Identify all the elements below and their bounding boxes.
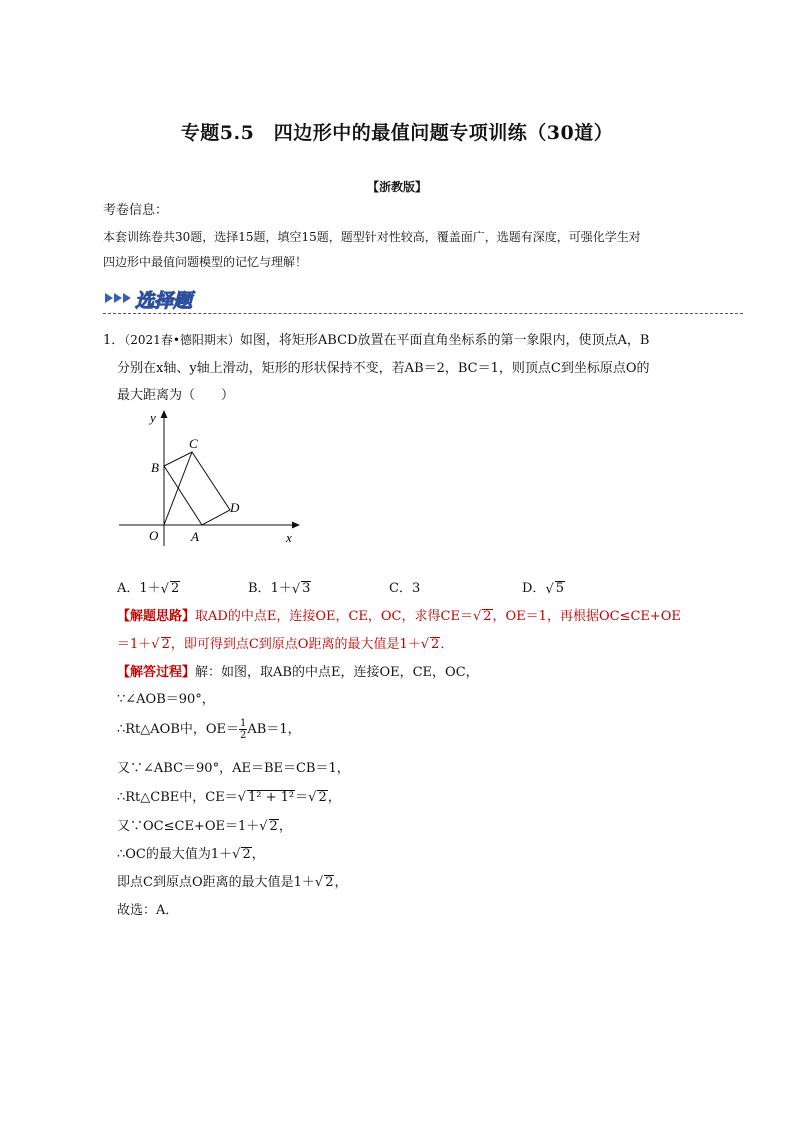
solution-line-9: 故选：A．	[117, 903, 179, 918]
hint-text-1a: 取AD的中点E，连接OE，CE，OC，求得CE＝	[195, 609, 473, 624]
page-title: 专题5.5 四边形中的最值问题专项训练（30道）	[180, 122, 614, 144]
choice-b[interactable]: B．1＋√ 3	[248, 581, 311, 597]
exam-info-line-1: 本套训练卷共30题，选择15题，填空15题，题型针对性较高，覆盖面广，选题有深度，可强化学生对	[103, 230, 641, 244]
hint-text-2a: ＝1＋	[117, 637, 152, 652]
solution-text-7b: ，	[251, 847, 265, 862]
choice-c[interactable]	[389, 577, 420, 596]
rectangle-abcd	[164, 452, 230, 525]
choice-a-letter: A．	[117, 581, 140, 596]
choice-a-radicand: 2	[170, 581, 180, 596]
exam-info-label: 考卷信息：	[103, 203, 169, 218]
solution-text-1: 解：如图，取AB的中点E，连接OE，CE，OC，	[195, 665, 479, 680]
label-c: C	[189, 436, 198, 451]
choice-b-radicand: 3	[302, 581, 311, 596]
hint-text-1b: ，OE＝1，再根据OC≤CE+OE	[492, 609, 681, 624]
label-a: A	[191, 529, 199, 544]
solution-line-7: ∴OC的最大值为1＋√ 2，	[117, 847, 265, 862]
solution-tag: 【解答过程】	[117, 665, 196, 680]
choice-d[interactable]: D．√ 5	[522, 581, 565, 597]
solution-radicand-5b: 2	[318, 790, 327, 805]
choice-d-letter: D．	[522, 581, 546, 596]
solution-line-3	[117, 718, 301, 741]
solution-text-8a: 即点C到原点O距离的最大值是1＋	[117, 875, 315, 890]
hint-line-2: ＝1＋√ 2，即可得到点C到原点O距离的最大值是1＋√ 2．	[117, 637, 454, 652]
solution-line-2: ∵∠AOB＝90°，	[117, 692, 215, 707]
solution-text-6b: ，	[278, 819, 292, 834]
hint-radicand-2: 2	[161, 637, 170, 652]
question-source: （2021春•德阳期末）	[124, 333, 240, 347]
choice-d-radicand: 5	[555, 581, 565, 596]
label-b: B	[151, 460, 159, 475]
question-number: 1．	[103, 333, 125, 348]
edition-label: 【浙教版】	[366, 180, 427, 194]
question-line-3: 最大距离为（ ）	[117, 388, 235, 403]
solution-line-4: 又∵∠ABC＝90°，AE＝BE＝CB＝1，	[117, 761, 350, 776]
hint-radicand-1: 2	[483, 609, 492, 624]
solution-text-5a: ∴Rt△CBE中，CE＝	[117, 790, 238, 805]
section-banner	[103, 283, 223, 313]
segment-oc	[164, 452, 192, 525]
hint-text-2c: ．	[440, 637, 454, 652]
solution-line-6: 又∵OC≤CE+OE＝1＋√ 2，	[117, 819, 292, 834]
label-d: D	[230, 500, 240, 515]
hint-radicand-3: 2	[431, 637, 440, 652]
hint-tag: 【解题思路】	[117, 609, 196, 624]
exam-info-line-2: 四边形中最值问题模型的记忆与理解！	[103, 255, 308, 269]
geometry-diagram	[112, 405, 312, 550]
solution-line-8: 即点C到原点O距离的最大值是1＋√ 2，	[117, 875, 348, 890]
label-o: O	[149, 528, 159, 543]
solution-line-1	[117, 661, 479, 680]
solution-text-8b: ，	[334, 875, 348, 890]
question-text-1: 如图，将矩形ABCD放置在平面直角坐标系的第一象限内，使顶点A，B	[239, 333, 650, 348]
fraction-numerator: 1	[240, 718, 247, 729]
solution-text-5c: ，	[327, 790, 341, 805]
solution-text-3b: AB＝1，	[247, 722, 301, 737]
section-divider	[103, 313, 743, 314]
choice-c-value: 3	[411, 581, 421, 596]
hint-text-2b: ，即可得到点C到原点O距离的最大值是1＋	[170, 637, 421, 652]
choice-a-prefix: 1＋	[139, 581, 161, 596]
solution-radicand-7: 2	[242, 847, 251, 862]
y-axis-arrow	[161, 410, 168, 418]
solution-text-5b: ＝	[295, 790, 309, 805]
fraction-denominator: 2	[240, 730, 247, 741]
label-y: y	[150, 410, 156, 425]
choice-b-letter: B．	[248, 581, 271, 596]
x-axis-arrow	[292, 522, 300, 529]
choice-b-prefix: 1＋	[270, 581, 292, 596]
solution-radicand-8: 2	[325, 875, 334, 890]
solution-text-6a: 又∵OC≤CE+OE＝1＋	[117, 819, 260, 834]
section-title: 选择题	[135, 290, 193, 312]
choice-c-letter: C．	[389, 581, 412, 596]
solution-text-3a: ∴Rt△AOB中，OE＝	[117, 722, 240, 737]
question-line-2: 分别在x轴、y轴上滑动，矩形的形状保持不变，若AB＝2，BC＝1，则顶点C到坐标原点O的	[117, 361, 650, 376]
hint-line-1: 【解题思路】取AD的中点E，连接OE，CE，OC，求得CE＝√ 2，OE＝1，再根据OC≤CE+OE	[117, 609, 681, 624]
question-line-1	[103, 329, 649, 348]
choice-a[interactable]: A．1＋√ 2	[117, 581, 180, 597]
solution-text-7a: ∴OC的最大值为1＋	[117, 847, 233, 862]
solution-radicand-5a: 1² + 1²	[248, 790, 295, 805]
solution-radicand-6: 2	[269, 819, 278, 834]
label-x: x	[286, 530, 292, 545]
solution-line-5: ∴Rt△CBE中，CE＝√ 1² + 1²＝√ 2，	[117, 790, 341, 805]
